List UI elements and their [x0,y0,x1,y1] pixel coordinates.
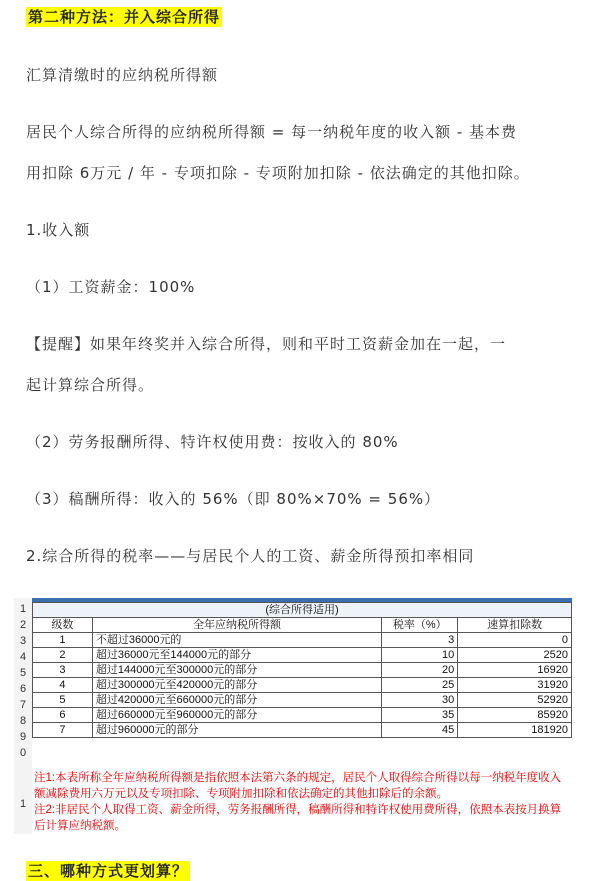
formula-line-1: 居民个人综合所得的应纳税所得额 = 每一纳税年度的收入额 - 基本费 [26,123,518,141]
cell-level: 2 [33,648,93,663]
cell-rate: 45 [382,723,458,738]
table-row [33,663,572,678]
subtitle: 汇算清缴时的应纳税所得额 [26,66,219,84]
note-1: 注1:本表所称全年应纳税所得额是指依照本法第六条的规定，居民个人取得综合所得以每一纳税年度收入额减除费用六万元以及专项扣除、专项附加扣除和依法确定的其他扣除后的余额。 [34,772,562,800]
row-number: 0 [19,747,27,759]
item-labor: （2）劳务报酬所得、特许权使用费：按收入的 80% [26,433,399,451]
table-caption: (综合所得适用) [33,603,572,618]
tax-rate-table [32,602,572,738]
table-row [33,723,572,738]
row-number: 8 [19,715,27,727]
row-number: 3 [19,635,27,647]
cell-level: 4 [33,678,93,693]
rate-title: 2.综合所得的税率——与居民个人的工资、薪金所得预扣率相同 [26,547,475,565]
next-section-heading: 三、哪种方式更划算？ [28,862,189,880]
cell-level: 3 [33,663,93,678]
cell-level: 7 [33,723,93,738]
cell-income: 超过36000元至144000元的部分 [92,648,381,663]
table-notes [34,770,572,834]
cell-deduction: 52920 [458,693,572,708]
cell-income: 超过144000元至300000元的部分 [92,663,381,678]
row-number: 4 [19,651,27,663]
section-heading: 第二种方法：并入综合所得 [28,8,221,26]
cell-deduction: 181920 [458,723,572,738]
tax-rate-spreadsheet [14,598,572,834]
row-number: 6 [19,683,27,695]
row-number: 2 [19,619,27,631]
cell-income: 超过660000元至960000元的部分 [92,708,381,723]
cell-income: 超过420000元至660000元的部分 [92,693,381,708]
cell-rate: 30 [382,693,458,708]
row-number: 1 [19,603,27,615]
cell-deduction: 0 [458,633,572,648]
table-header-row [33,618,572,633]
col-header-income: 全年应纳税所得额 [92,618,381,633]
col-header-rate: 税率（%） [382,618,458,633]
table-row [33,648,572,663]
item-salary: （1）工资薪金：100% [26,278,196,296]
cell-rate: 35 [382,708,458,723]
tip-line-2: 起计算综合所得。 [26,376,155,394]
row-number: 7 [19,699,27,711]
cell-rate: 3 [382,633,458,648]
cell-level: 1 [33,633,93,648]
cell-deduction: 31920 [458,678,572,693]
item-royalty: （3）稿酬所得：收入的 56%（即 80%×70% = 56%） [26,490,441,508]
note-2: 注2:非居民个人取得工资、薪金所得，劳务报酬所得，稿酬所得和特许权使用费所得，依照本表按月换算后计算应纳税额。 [34,804,562,832]
table-row [33,708,572,723]
formula-line-2: 用扣除 6万元 / 年 - 专项扣除 - 专项附加扣除 - 依法确定的其他扣除。 [26,164,530,182]
col-header-deduction: 速算扣除数 [458,618,572,633]
cell-income: 超过300000元至420000元的部分 [92,678,381,693]
tip-line-1: 【提醒】如果年终奖并入综合所得，则和平时工资薪金加在一起，一 [26,335,507,353]
cell-deduction: 16920 [458,663,572,678]
cell-rate: 10 [382,648,458,663]
cell-income: 超过960000元的部分 [92,723,381,738]
cell-rate: 20 [382,663,458,678]
row-number: 1 [19,798,27,810]
cell-level: 6 [33,708,93,723]
cell-income: 不超过36000元的 [92,633,381,648]
income-title: 1.收入额 [26,221,91,239]
cell-deduction: 2520 [458,648,572,663]
cell-deduction: 85920 [458,708,572,723]
table-row [33,678,572,693]
cell-level: 5 [33,693,93,708]
cell-rate: 25 [382,678,458,693]
table-row [33,693,572,708]
table-row [33,633,572,648]
table-caption-row [33,603,572,618]
row-number: 9 [19,731,27,743]
row-header-column [14,598,32,834]
row-number: 5 [19,667,27,679]
col-header-level: 级数 [33,618,93,633]
